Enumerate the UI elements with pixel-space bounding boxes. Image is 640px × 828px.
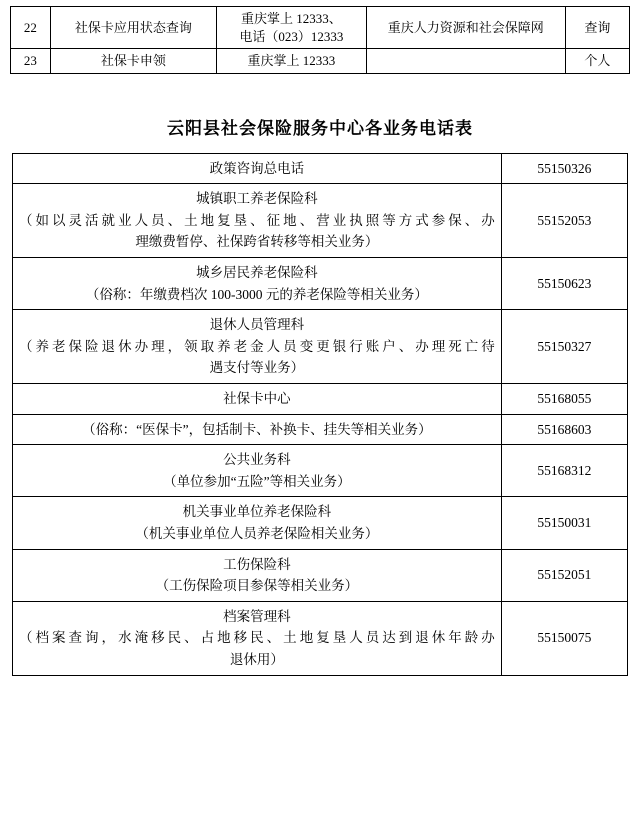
phone-number: 55152051 — [501, 549, 627, 601]
table-row — [13, 497, 628, 549]
department-note-line: （俗称：“医保卡”，包括制卡、补换卡、挂失等相关业务） — [82, 421, 432, 437]
department-note-line: （机关事业单位人员养老保险相关业务） — [135, 525, 379, 541]
department-cell — [13, 310, 502, 384]
phone-number: 55168312 — [501, 445, 627, 497]
department-note-line: （档案查询，水淹移民、占地移民、土地复垦人员达到退休年龄办 — [19, 630, 495, 646]
phone-number: 55150326 — [501, 153, 627, 184]
department-note-line: （工伤保险项目参保等相关业务） — [155, 578, 359, 594]
table-row — [11, 49, 630, 74]
department-note-line: （养老保险退休办理，领取养老金人员变更银行账户、办理死亡待 — [19, 338, 495, 354]
table-row — [13, 445, 628, 497]
row-number: 22 — [11, 7, 51, 49]
service-channel-table — [10, 6, 630, 74]
channel-line-2: 电话（023）12333 — [239, 28, 344, 44]
department-name: 工伤保险科 — [223, 556, 291, 572]
department-name: 档案管理科 — [223, 608, 291, 624]
row-number: 23 — [11, 49, 51, 74]
top-table-body — [11, 7, 630, 74]
department-name: 社保卡中心 — [223, 390, 291, 406]
table-row — [11, 7, 630, 49]
phone-number: 55150075 — [501, 601, 627, 675]
table-row — [13, 601, 628, 675]
main-table-body — [13, 153, 628, 675]
phone-number: 55168055 — [501, 383, 627, 414]
phone-number: 55150623 — [501, 258, 627, 310]
department-name: 退休人员管理科 — [209, 317, 305, 333]
row-way: 个人 — [565, 49, 629, 74]
department-cell — [13, 414, 502, 445]
department-note-line: 理缴费暂停、社保跨省转移等相关业务） — [135, 234, 379, 250]
table-row — [13, 258, 628, 310]
department-name: 机关事业单位养老保险科 — [182, 504, 332, 520]
department-cell — [13, 549, 502, 601]
department-cell — [13, 497, 502, 549]
row-unit: 重庆人力资源和社会保障网 — [366, 7, 565, 49]
department-phone-table — [12, 153, 628, 676]
department-note-line: 遇支付等业务） — [209, 360, 305, 376]
department-note-line: （俗称：年缴费档次 100-3000 元的养老保险等相关业务） — [85, 286, 428, 302]
department-note-line: （如以灵活就业人员、土地复垦、征地、营业执照等方式参保、办 — [19, 212, 495, 228]
department-cell — [13, 153, 502, 184]
row-item: 社保卡申领 — [50, 49, 216, 74]
table-row — [13, 153, 628, 184]
department-name: 政策咨询总电话 — [209, 160, 305, 176]
row-channel: 重庆掌上 12333 — [216, 49, 366, 74]
main-table-container — [0, 153, 640, 676]
department-name: 城乡居民养老保险科 — [196, 265, 318, 281]
department-cell — [13, 184, 502, 258]
department-name: 公共业务科 — [223, 452, 291, 468]
department-cell — [13, 445, 502, 497]
table-row — [13, 184, 628, 258]
table-row — [13, 414, 628, 445]
department-note-line: 退休用） — [229, 651, 284, 667]
top-table-container — [0, 0, 640, 74]
phone-number: 55150031 — [501, 497, 627, 549]
row-item: 社保卡应用状态查询 — [50, 7, 216, 49]
department-cell — [13, 383, 502, 414]
row-unit — [366, 49, 565, 74]
department-note-line: （单位参加“五险”等相关业务） — [163, 473, 351, 489]
phone-number: 55152053 — [501, 184, 627, 258]
department-name: 城镇职工养老保险科 — [196, 191, 318, 207]
row-channel — [216, 7, 366, 49]
channel-line-1: 重庆掌上 12333、 — [241, 11, 342, 26]
department-cell — [13, 258, 502, 310]
row-way: 查询 — [565, 7, 629, 49]
phone-number: 55168603 — [501, 414, 627, 445]
table-row — [13, 549, 628, 601]
table-row — [13, 310, 628, 384]
phone-number: 55150327 — [501, 310, 627, 384]
table-row — [13, 383, 628, 414]
page-title: 云阳县社会保险服务中心各业务电话表 — [167, 118, 473, 138]
department-cell — [13, 601, 502, 675]
